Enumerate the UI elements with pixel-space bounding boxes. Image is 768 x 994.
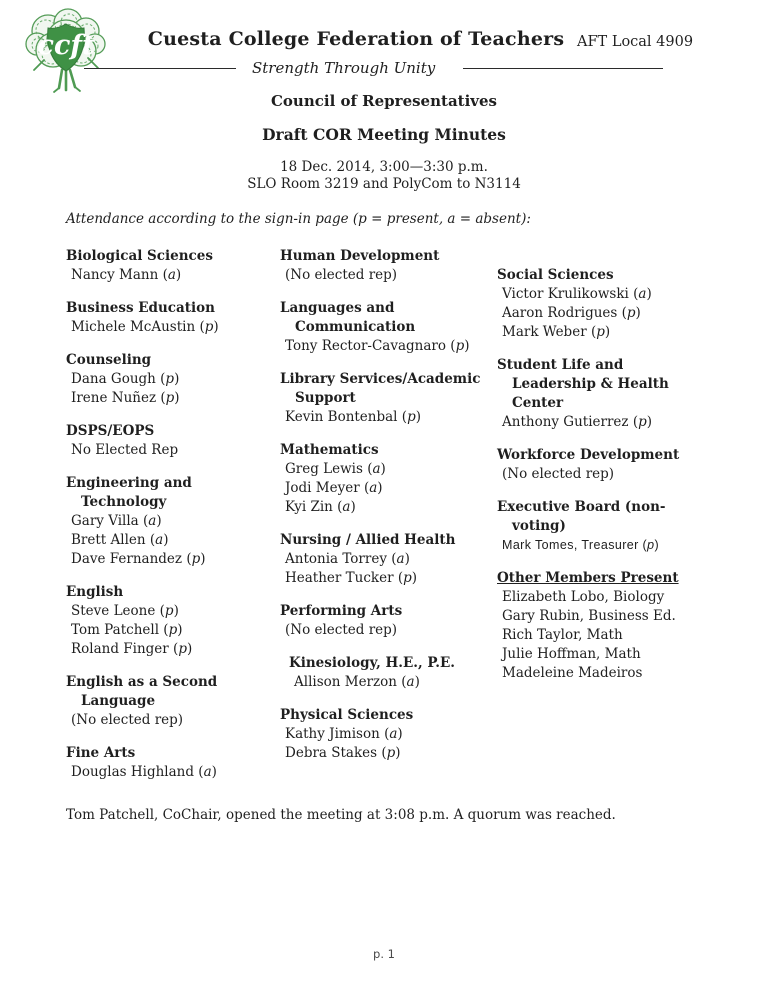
department-title [280,299,497,337]
department-section [497,569,697,683]
aft-local-label: AFT Local 4909 [577,34,694,50]
member-name: Rich Taylor, Math [502,627,623,643]
member-row [66,711,280,730]
member-row [497,465,697,484]
member-name: Mark Tomes, Treasurer [502,538,639,552]
department-section [66,422,280,460]
department-title [66,422,280,441]
department-title-line: Languages and [280,300,395,316]
member-name: Victor Krulikowski [502,286,629,302]
department-section [280,602,497,640]
department-title [66,299,280,318]
department-title [497,446,697,465]
member-row: Douglas Highland (a) [71,764,217,780]
member-name: Anthony Gutierrez [502,414,629,430]
member-row: Debra Stakes (p) [285,745,401,761]
member-row: Kathy Jimison (a) [285,726,403,742]
department-title-line: Human Development [280,248,440,264]
member-status: a [372,461,381,477]
department-title-line: Support [295,390,356,406]
department-title-line: Mathematics [280,442,379,458]
member-name: (No elected rep) [285,267,398,283]
member-name: Kevin Bontenbal [285,409,398,425]
motto-divider-left [84,68,236,69]
member-row [280,621,497,640]
member-name: Tony Rector-Cavagnaro [285,338,446,354]
meeting-datetime: 18 Dec. 2014, 3:00—3:30 p.m. [280,159,488,175]
department-section [497,498,697,555]
member-row: Dana Gough (p) [71,371,180,387]
member-status: a [203,764,212,780]
member-row: Anthony Gutierrez (p) [502,414,653,430]
department-title [66,673,280,711]
member-name: Antonia Torrey [285,551,387,567]
member-status: p [455,338,465,354]
member-row [280,266,497,285]
member-row: Tom Patchell (p) [71,622,183,638]
member-status: p [638,414,647,430]
department-section [280,299,497,356]
department-title [66,247,280,266]
member-status: p [204,319,214,335]
member-name: Nancy Mann [71,267,159,283]
member-name: Roland Finger [71,641,169,657]
attendance-column-1 [66,247,280,796]
member-row: Gary Villa (a) [71,513,162,529]
department-title [280,706,497,725]
department-title-line: English [66,584,124,600]
member-name: Tom Patchell [71,622,160,638]
member-name: Julie Hoffman, Math [502,646,641,662]
department-title-line: Student Life and [497,357,624,373]
department-title-line: Business Education [66,300,215,316]
member-row: Jodi Meyer (a) [285,480,383,496]
document-title: Draft COR Meeting Minutes [262,125,506,144]
department-title-line: Counseling [66,352,152,368]
member-name: (No elected rep) [502,466,615,482]
member-row: Mark Weber (p) [502,324,611,340]
department-section [66,673,280,730]
member-row: Michele McAustin (p) [71,319,219,335]
member-row: Steve Leone (p) [71,603,179,619]
member-row: Greg Lewis (a) [285,461,386,477]
member-status: p [165,371,175,387]
department-title [66,351,280,370]
department-title-line: Leadership & Health [512,376,669,392]
member-status: p [191,551,201,567]
member-status: p [178,641,187,657]
member-name: Douglas Highland [71,764,195,780]
member-row: Victor Krulikowski (a) [502,286,652,302]
member-name: Allison Merzon [294,674,397,690]
department-section [66,474,280,569]
department-title [280,247,497,266]
department-section [497,266,697,342]
department-title [289,654,497,673]
member-row: Allison Merzon (a) [294,674,420,690]
member-row [497,645,697,664]
member-name: Gary Rubin, Business Ed. [502,608,676,624]
member-name: Irene Nuñez [71,390,157,406]
member-name: (No elected rep) [285,622,398,638]
member-status: a [406,674,415,690]
department-title-line: Technology [81,494,167,510]
department-title-line: Other Members Present [497,570,679,586]
attendance-columns [66,247,706,796]
department-section [66,299,280,337]
member-status: p [164,603,174,619]
department-title-line: Nursing / Allied Health [280,532,456,548]
member-name: Kyi Zin [285,499,333,515]
department-title-line: Center [512,395,564,411]
meeting-opening-sentence: Tom Patchell, CoChair, opened the meeting at 3:08 p.m. A quorum was reached. [66,807,616,823]
department-section [66,247,280,285]
member-status: p [168,622,178,638]
department-section [280,531,497,588]
member-name: Madeleine Madeiros [502,665,643,681]
member-name: Dave Fernandez [71,551,183,567]
member-row [497,664,697,683]
department-title [497,266,697,285]
department-title-line: Executive Board (non- [497,499,666,515]
member-name: Kathy Jimison [285,726,380,742]
department-title-line: Library Services/Academic [280,371,481,387]
member-name: No Elected Rep [71,442,179,458]
department-section [66,744,280,782]
department-title [280,370,497,408]
member-row: Tony Rector-Cavagnaro (p) [285,338,470,354]
department-title-line: Performing Arts [280,603,403,619]
member-status: p [407,409,416,425]
member-row: Heather Tucker (p) [285,570,418,586]
member-status: a [342,499,351,515]
member-row: Kevin Bontenbal (p) [285,409,422,425]
department-title-line: Engineering and [66,475,192,491]
member-row: Nancy Mann (a) [71,267,182,283]
member-name: Debra Stakes [285,745,378,761]
member-name: Gary Villa [71,513,139,529]
member-status: a [396,551,405,567]
member-status: p [165,390,175,406]
department-title-line: Fine Arts [66,745,136,761]
member-row [497,626,697,645]
member-name: Mark Weber [502,324,587,340]
member-status: a [148,513,157,529]
member-name: Michele McAustin [71,319,196,335]
department-section [280,370,497,427]
member-status: p [403,570,412,586]
member-status: p [596,324,605,340]
member-name: Aaron Rodrigues [502,305,618,321]
member-row: Roland Finger (p) [71,641,193,657]
attendance-column-2 [280,247,497,796]
department-section [280,441,497,517]
page-number: p. 1 [373,947,395,961]
department-section [280,706,497,763]
department-title-line: Language [81,693,156,709]
motto: Strength Through Unity [252,59,436,77]
member-status: p [386,745,396,761]
member-row: Mark Tomes, Treasurer (p) [502,538,660,552]
motto-divider-right [463,68,663,69]
member-row: Antonia Torrey (a) [285,551,410,567]
department-section [66,351,280,408]
department-title [280,441,497,460]
member-name: Elizabeth Lobo, Biology [502,589,665,605]
member-row: Kyi Zin (a) [285,499,356,515]
department-title [497,356,697,413]
organization-title: Cuesta College Federation of Teachers [147,28,565,50]
department-section [280,247,497,285]
department-section [280,654,497,692]
department-title-line: DSPS/EOPS [66,423,155,439]
department-title-line: Biological Sciences [66,248,213,264]
department-title-line: English as a Second [66,674,218,690]
department-title [497,498,697,536]
member-status: a [155,532,164,548]
member-name: Dana Gough [71,371,156,387]
member-name: Steve Leone [71,603,156,619]
member-name: Brett Allen [71,532,146,548]
member-row: Brett Allen (a) [71,532,169,548]
member-row: Aaron Rodrigues (p) [502,305,641,321]
member-name: Greg Lewis [285,461,363,477]
department-title-line: Social Sciences [497,267,614,283]
department-title [66,744,280,763]
department-title-line: Communication [295,319,416,335]
member-row [66,441,280,460]
department-title [497,569,697,588]
department-title [280,602,497,621]
meeting-location: SLO Room 3219 and PolyCom to N3114 [247,176,521,192]
member-status: a [638,286,647,302]
motto-row [84,60,663,76]
department-title-line: voting) [512,518,566,534]
department-section [497,446,697,484]
department-title-line: Kinesiology, H.E., P.E. [289,655,455,671]
member-status: p [626,305,636,321]
member-row: Irene Nuñez (p) [71,390,180,406]
member-status: p [647,538,655,552]
member-status: a [369,480,378,496]
member-row [497,588,697,607]
department-title [66,474,280,512]
council-heading: Council of Representatives [270,92,497,110]
ccft-tree-logo [24,8,108,100]
department-section [66,583,280,659]
department-section [497,356,697,432]
attendance-note: Attendance according to the sign-in page (p = present, a = absent): [66,211,531,227]
department-title [66,583,280,602]
member-name: (No elected rep) [71,712,184,728]
logo-monogram: ccft [37,30,95,61]
attendance-column-3 [497,247,697,796]
member-name: Jodi Meyer [285,480,360,496]
member-row [497,607,697,626]
department-title-line: Workforce Development [497,447,680,463]
member-status: a [389,726,398,742]
department-title [280,531,497,550]
member-row: Dave Fernandez (p) [71,551,206,567]
member-status: a [167,267,176,283]
member-name: Heather Tucker [285,570,394,586]
department-title-line: Physical Sciences [280,707,414,723]
